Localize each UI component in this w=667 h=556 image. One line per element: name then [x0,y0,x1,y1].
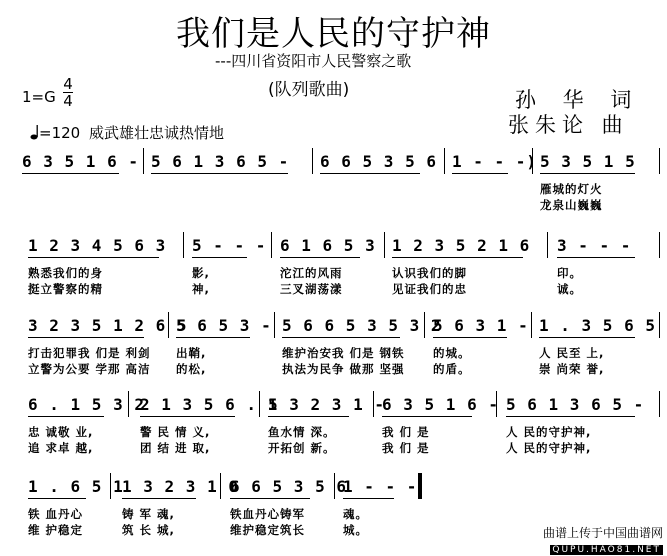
beam-line [28,498,86,499]
barline [312,148,313,174]
measure-notes: 3 2 3 5 1 2 6 5 [28,316,188,335]
song-subtitle: ---四川省资阳市人民警察之歌 [215,52,412,70]
beam-line [557,257,635,258]
barline [424,312,425,338]
lyric-line-2: 挺立警察的精 [28,282,103,296]
composer-credit: 张朱论 曲 [508,113,629,137]
lyric-line-2: 诚。 [557,282,582,296]
tempo-marking [30,122,224,144]
beam-line [382,416,472,417]
lyric-line-1: 魂。 [343,507,368,521]
lyric-line-2: 维 护稳定 [28,523,84,537]
measure-notes: 1 2 3 4 5 6 3 [28,236,167,255]
barline [128,391,129,417]
measure-notes: 3 - - - [557,236,632,255]
lyric-line-1: 铁血丹心铸军 [230,507,305,521]
key-signature: 1=G [22,88,56,106]
lyric-line-1: 影, [192,266,210,280]
beam-line [140,416,235,417]
measure-notes: 6 3 5 1 6 - [22,152,139,171]
lyric-line-1: 铁 血丹心 [28,507,84,521]
barline [444,148,445,174]
measure-notes: 6 3 5 1 6 - [382,395,499,414]
beam-line [22,173,119,174]
barline [496,391,497,417]
barline [334,473,335,499]
lyric-line-1: 打击犯罪我 们是 利剑 [28,346,151,360]
lyric-line-1: 沱江的风雨 [280,266,343,280]
barline [274,312,275,338]
barline [659,312,660,338]
lyric-line-2: 立警为公要 学那 高洁 [28,362,151,376]
beam-line [452,173,508,174]
tempo-value: =120 [39,124,81,142]
measure-notes: 5 6 1 3 6 5 - [151,152,290,171]
lyric-line-2: 执法为民争 做那 坚强 [282,362,405,376]
measure-notes: 6 1 6 5 3 [280,236,376,255]
lyric-line-2: 追 求卓 越, [28,441,94,455]
measure-notes: 5 3 2 3 1 - [268,395,385,414]
lyric-line-1: 认识我们的脚 [392,266,467,280]
lyric-line-2: 我 们 是 [382,441,430,455]
measure-notes: 1 . 3 5 6 5 [539,316,656,335]
measure-notes: 1 - - -) [452,152,538,171]
measure-notes: 5 6 1 3 6 5 - [506,395,645,414]
lyric-line-2: 三叉湖荡漾 [280,282,343,296]
measure-notes: 5 6 5 3 - [176,316,272,335]
barline [659,148,660,174]
barline [531,312,532,338]
lyric-line-2: 城。 [343,523,368,537]
site-watermark [543,524,663,555]
time-signature-bottom: 4 [63,92,73,110]
lyric-line-2: 的松, [176,362,207,376]
lyric-line-2: 开拓创 新。 [268,441,336,455]
barline [373,391,374,417]
time-signature [63,76,73,109]
barline [143,148,144,174]
beam-line [192,257,247,258]
measure-notes: 1 - - - [343,477,418,496]
lyric-line-1: 雁城的灯火 [540,182,603,196]
lyric-line-1: 我 们 是 [382,425,430,439]
measure-notes: 5 6 3 1 - [433,316,529,335]
lyric-line-2: 的盾。 [433,362,471,376]
lyric-line-1: 的城。 [433,346,471,360]
beam-line [539,337,635,338]
expression-marking: 威武雄壮忠诚热情地 [88,124,224,142]
watermark-text: 曲谱上传于中国曲谱网 [542,526,663,540]
beam-line [28,416,104,417]
beam-line [28,257,159,258]
measure-notes: 5 6 6 5 3 5 3 2 [282,316,442,335]
time-signature-top: 4 [63,75,73,93]
lyric-line-1: 维护治安我 们是 钢铁 [282,346,405,360]
beam-line [280,257,360,258]
measure-notes: 6 . 1 5 3 2 [28,395,145,414]
beam-line [268,416,349,417]
barline [384,232,385,258]
watermark-url: QUPU.HAO81.NET [552,545,661,555]
measure-notes: 5 - - - [192,236,267,255]
lyric-line-1: 熟悉我们的身 [28,266,103,280]
beam-line [28,337,144,338]
beam-line [176,337,250,338]
lyric-line-1: 出鞘, [176,346,207,360]
beam-line [433,337,507,338]
beam-line [540,173,635,174]
beam-line [320,173,420,174]
lyric-line-2: 龙泉山巍巍 [540,198,603,212]
barline [547,232,548,258]
lyric-line-2: 人 民的守护神, [506,441,592,455]
barline [271,232,272,258]
quarter-note-icon [30,124,39,144]
lyric-line-2: 崇 尚荣 誉, [539,362,605,376]
lyric-line-1: 警 民 情 义, [140,425,211,439]
lyric-line-1: 鱼水情 深。 [268,425,336,439]
measure-notes: 1 2 3 5 2 1 6 [392,236,531,255]
measure-notes: 5 3 5 1 5 [540,152,636,171]
barline [110,473,111,499]
barline [259,391,260,417]
lyric-line-2: 见证我们的忠 [392,282,467,296]
barline [220,473,221,499]
lyric-line-2: 神, [192,282,210,296]
lyric-line-1: 人 民至 上, [539,346,605,360]
lyric-line-2: 团 结 进 取, [140,441,211,455]
beam-line [343,498,394,499]
barline [168,312,169,338]
song-genre: (队列歌曲) [268,80,350,100]
beam-line [122,498,196,499]
measure-notes: 6 6 5 3 5 6 [320,152,437,171]
barline [659,391,660,417]
final-barline [418,473,422,499]
beam-line [392,257,523,258]
barline [183,232,184,258]
beam-line [230,498,310,499]
measure-notes: 1 . 6 5 1 [28,477,124,496]
measure-notes: 2 1 3 5 6 . 1 [140,395,279,414]
lyric-line-1: 印。 [557,266,582,280]
barline [532,148,533,174]
lyric-line-1: 忠 诚敬 业, [28,425,94,439]
lyric-line-1: 人 民的守护神, [506,425,592,439]
lyric-line-1: 铸 军 魂, [122,507,175,521]
lyricist-credit: 孙 华 词 [515,88,642,112]
measure-notes: 1 3 2 3 1 0 [122,477,239,496]
barline [659,232,660,258]
song-title: 我们是人民的守护神 [176,14,491,54]
beam-line [151,173,288,174]
beam-line [506,416,635,417]
lyric-line-2: 筑 长 城, [122,523,175,537]
measure-notes: 6 6 5 3 5 6 [230,477,347,496]
lyric-line-2: 维护稳定筑长 [230,523,305,537]
beam-line [282,337,400,338]
